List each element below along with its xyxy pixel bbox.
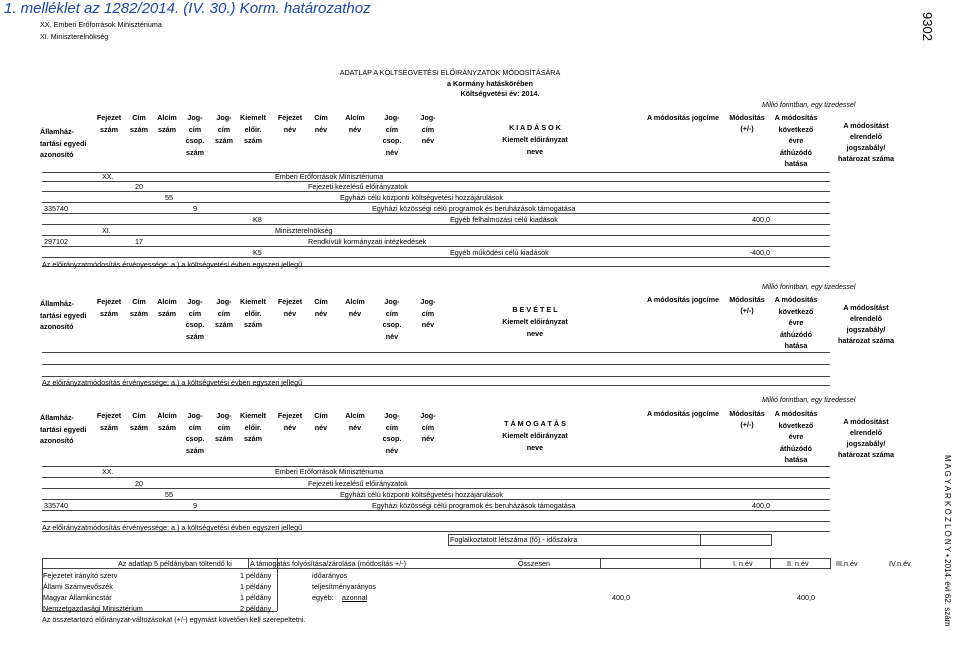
recipient-2-copies: 1 példány [240, 582, 272, 591]
tamogatas-row-2-name: Fejezeti kezelésű előirányzatok [308, 479, 408, 488]
bevetel-hdr-allamhaztartasi-0: Államház- [40, 299, 74, 308]
bevetel-hdr-fejezet-0: Fejezet [96, 297, 122, 306]
kiadas-row-5-value: 400,0 [752, 215, 770, 224]
kiadas-row-4-azon: 335740 [44, 204, 68, 213]
tamogatas-hdr-modositas-0: Módosítás [729, 409, 765, 418]
bevetel-hdr-kovetkezo-2: évre [788, 318, 804, 327]
tamogatas-hdr-elrendelo-1: elrendelő [850, 428, 882, 437]
tamogatas-hdr-kovetkezo-4: hatása [784, 455, 808, 464]
tamogatas-hdr-alcim-0: Alcím [157, 411, 177, 420]
bevetel-hdr-allamhaztartasi-1: tartási egyedi [40, 310, 87, 320]
kiadasok-hdr-jogcim-1: cím [217, 124, 231, 134]
tamogatas-hdr-jogcim-csop-1: cím [188, 422, 202, 432]
kiadasok-hdr-kovetkezo-3: áthúzódó [780, 147, 812, 157]
kiadasok-hdr-jogcim-csop-1: cím [188, 124, 202, 134]
kiadas-row-3-name: Egyházi célú központi költségvetési hozzájárulások [340, 193, 504, 202]
tamogatas-hdr-jogcim-csop-0: Jog- [187, 411, 203, 420]
kiadasok-hdr-jogcim-csop-nev-3: név [385, 147, 399, 157]
tamogatas-row-4-value: 400,0 [752, 501, 770, 510]
kiadas-row-6-code: XI. [102, 226, 111, 235]
bevetel-hdr-kovetkezo-1: következő [778, 306, 814, 316]
kiadas-row-3-code: 55 [165, 193, 173, 202]
kiadasok-hdr-jogcim-csop-0: Jog- [187, 113, 203, 122]
tamogatas-hdr-jogcim-csop-nev-2: csop. [382, 434, 402, 443]
kiadasok-hdr-kiemelt-eloir-1: neve [526, 147, 544, 156]
kiadas-row-4-name: Egyházi közösségi célú programok és beruházások támogatása [372, 204, 576, 213]
kiadasok-hdr-jogcim-csop-nev-2: csop. [382, 136, 402, 145]
tamogatas-row-4-name: Egyházi közösségi célú programok és beruházások támogatása [372, 501, 576, 510]
kiadasok-hdr-kovetkezo-2: évre [788, 136, 804, 145]
bevetel-hdr-jogcim-csop-1: cím [188, 308, 202, 318]
kiadas-row-7-code: 17 [135, 237, 143, 246]
kiadasok-hdr-kovetkezo-0: A módosítás [774, 113, 818, 122]
tamogatas-hdr-cim-0: Cím [132, 411, 146, 420]
tamogatas-hdr-allamhaztartasi-1: tartási egyedi [40, 424, 87, 434]
kiadas-row-8-code: K5 [253, 248, 262, 257]
tamogatas-hdr-alcim-nev-0: Alcím [345, 411, 365, 420]
option-teljesitmenyaranyos: teljesítményarányos [312, 582, 376, 591]
folyositas-label: A támogatás folyósítása/zárolása (módosítás +/-) [250, 559, 407, 568]
tamogatas-hdr-elrendelo-2: jogszabály/ [846, 439, 886, 448]
recipient-3-copies: 1 példány [240, 593, 272, 602]
kiadasok-section-title: K I A D Á S O K [509, 123, 561, 132]
kiadas-row-5-code: K8 [253, 215, 262, 224]
bevetel-hdr-modositas-1: (+/-) [740, 306, 754, 315]
tamogatas-row-1-name: Emberi Erőforrások Minisztériuma [275, 467, 384, 476]
tamogatas-hdr-elrendelo-3: határozat száma [838, 450, 894, 459]
recipient-4: Nemzetgazdasági Minisztérium [43, 604, 143, 613]
tamogatas-row-4-azon: 335740 [44, 501, 68, 510]
kiadasok-hdr-allamhaztartasi-0: Államház- [40, 127, 74, 136]
tamogatas-hdr-allamhaztartasi-2: azonosító [40, 436, 74, 445]
kiadasok-hdr-jogcime: A módosítás jogcíme [646, 113, 720, 122]
option-egyeb: egyéb: [312, 593, 334, 602]
kiadasok-hdr-jogcim-nev-1: cím [421, 124, 435, 134]
bevetel-hdr-jogcim-csop-0: Jog- [187, 297, 203, 306]
tamogatas-hdr-jogcime: A módosítás jogcíme [646, 409, 720, 418]
kiadasok-hdr-kiemelt-2: szám [244, 136, 262, 145]
tamogatas-hdr-allamhaztartasi-0: Államház- [40, 413, 74, 422]
bevetel-hdr-jogcim-csop-3: szám [186, 331, 204, 341]
kiadasok-hdr-kiemelt-1: előir. [244, 124, 262, 134]
i-quarter-value: 400,0 [797, 593, 815, 602]
kiadasok-hdr-elrendelo-2: jogszabály/ [846, 143, 886, 152]
kiadasok-hdr-kovetkezo-4: hatása [784, 159, 808, 168]
tamogatas-hdr-kiemelt-2: szám [244, 434, 262, 443]
kiadasok-hdr-jogcim-nev-0: Jog- [420, 113, 436, 122]
kiadas-row-8-value: -400,0 [749, 248, 770, 257]
bevetel-hdr-alcim-0: Alcím [157, 297, 177, 306]
tamogatas-hdr-kiemelt-0: Kiemelt [240, 411, 266, 420]
bevetel-hdr-jogcim-1: cím [217, 308, 231, 318]
kiadasok-hdr-cim-1: szám [130, 124, 148, 134]
bevetel-hdr-jogcim-nev-1: cím [421, 308, 435, 318]
recipient-2: Állami Számvevőszék [43, 582, 113, 591]
osszesen-label: Összesen [518, 559, 550, 568]
kiadasok-hdr-jogcim-nev-2: név [421, 136, 435, 145]
bevetel-hdr-jogcim-csop-2: csop. [185, 320, 205, 329]
kiadas-row-2-code: 20 [135, 182, 143, 191]
tamogatas-hdr-jogcim-nev-1: cím [421, 422, 435, 432]
bevetel-hdr-kiemelt-1: előir. [244, 308, 262, 318]
tamogatas-hdr-fejezet-1: szám [100, 422, 118, 432]
tamogatas-hdr-fejezet-nev-1: név [283, 422, 297, 432]
form-year: Költségvetési év: 2014. [460, 89, 540, 98]
kiadasok-hdr-jogcim-csop-3: szám [186, 147, 204, 157]
tamogatas-hdr-kiemelt-eloir-0: Kiemelt előirányzat [502, 431, 568, 440]
tamogatas-hdr-alcim-1: szám [158, 422, 176, 432]
adatlap-label: Az adatlap 5 példányban töltendő ki [118, 559, 232, 568]
kiadasok-hdr-fejezet-1: szám [100, 124, 118, 134]
validity-note-2: Az előirányzatmódosítás érvényessége: a.) a költségvetési évben egyszeri jellegű [42, 378, 303, 387]
tamogatas-hdr-kovetkezo-1: következő [778, 420, 814, 430]
tamogatas-row-3-code: 55 [165, 490, 173, 499]
kiadas-row-1-code: XX. [102, 172, 114, 181]
tamogatas-hdr-jogcim-1: cím [217, 422, 231, 432]
kiadas-row-7-name: Rendkívüli kormányzati intézkedések [308, 237, 427, 246]
kiadasok-hdr-jogcim-0: Jog- [216, 113, 232, 122]
recipient-1: Fejezetet irányító szerv [43, 571, 118, 580]
bevetel-hdr-allamhaztartasi-2: azonosító [40, 322, 74, 331]
kiadas-row-6-name: Miniszterelnökség [275, 226, 333, 235]
bevetel-hdr-cim-0: Cím [132, 297, 146, 306]
option-idoaranyos: időarányos [312, 571, 348, 580]
tamogatas-hdr-jogcim-csop-nev-0: Jog- [384, 411, 400, 420]
kiadasok-hdr-alcim-0: Alcím [157, 113, 177, 122]
kiadasok-hdr-allamhaztartasi-1: tartási egyedi [40, 138, 87, 148]
kiadas-row-1-name: Emberi Erőforrások Minisztériuma [275, 172, 384, 181]
tamogatas-hdr-jogcim-csop-2: csop. [185, 434, 205, 443]
kiadasok-hdr-alcim-nev-1: név [348, 124, 362, 134]
page-title: 1. melléklet az 1282/2014. (IV. 30.) Korm. határozathoz [4, 0, 371, 17]
bevetel-hdr-cim-nev-0: Cím [314, 297, 328, 306]
bevetel-hdr-cim-nev-1: név [314, 308, 328, 318]
bevetel-hdr-jogcim-csop-nev-2: csop. [382, 320, 402, 329]
tamogatas-hdr-cim-nev-0: Cím [314, 411, 328, 420]
tamogatas-hdr-modositas-1: (+/-) [740, 420, 754, 429]
tamogatas-hdr-jogcim-nev-2: név [421, 434, 435, 443]
tamogatas-hdr-jogcim-csop-nev-1: cím [385, 422, 399, 432]
unit-label: Millió forintban, egy tizedessel [762, 102, 856, 109]
kiadasok-hdr-modositas-1: (+/-) [740, 124, 754, 133]
bevetel-hdr-cim-1: szám [130, 308, 148, 318]
bevetel-hdr-elrendelo-3: határozat száma [838, 336, 894, 345]
tamogatas-row-3-name: Egyházi célú központi költségvetési hozzájárulások [340, 490, 504, 499]
kiadas-row-5-name: Egyéb felhalmozási célú kiadások [450, 215, 558, 224]
kiadasok-hdr-elrendelo-0: A módosítást [843, 121, 889, 130]
tamogatas-hdr-cim-nev-1: név [314, 422, 328, 432]
tamogatas-hdr-kiemelt-eloir-1: neve [526, 443, 544, 452]
bevetel-hdr-kovetkezo-3: áthúzódó [780, 329, 812, 339]
quarter-3: III.n.év [836, 559, 858, 568]
tamogatas-hdr-kovetkezo-0: A módosítás [774, 409, 818, 418]
tamogatas-hdr-cim-1: szám [130, 422, 148, 432]
validity-note-1: Az előirányzatmódosítás érvényessége: a.) a költségvetési évben egyszeri jellegű [42, 260, 303, 269]
tamogatas-section-title: T Á M O G A T Á S [504, 419, 566, 428]
quarter-4: IV.n.év [889, 559, 911, 568]
bevetel-hdr-kiemelt-0: Kiemelt [240, 297, 266, 306]
footnote: Az összetartozó előirányzat-változásokat (+/-) egymást követően kell szerepeltetni. [42, 615, 306, 624]
tamogatas-hdr-jogcim-csop-3: szám [186, 445, 204, 455]
kiadasok-hdr-fejezet-nev-0: Fejezet [277, 113, 303, 122]
kiadasok-hdr-kiemelt-eloir-0: Kiemelt előirányzat [502, 135, 568, 144]
tamogatas-hdr-jogcim-csop-nev-3: név [385, 445, 399, 455]
recipient-4-copies: 2 példány [240, 604, 272, 613]
bevetel-hdr-modositas-0: Módosítás [729, 295, 765, 304]
kiadasok-hdr-cim-nev-0: Cím [314, 113, 328, 122]
bevetel-hdr-fejezet-1: szám [100, 308, 118, 318]
bevetel-section-title: B E V É T E L [512, 305, 558, 314]
quarter-2: II. n.év [787, 559, 809, 568]
kiadasok-hdr-fejezet-0: Fejezet [96, 113, 122, 122]
kiadasok-hdr-elrendelo-3: határozat száma [838, 154, 894, 163]
kiadasok-hdr-jogcim-2: szám [215, 136, 233, 145]
foglalkoztatott-label: Foglalkoztatott létszáma (fő) - időszakra [450, 535, 578, 544]
form-subtitle: a Kormány hatáskörében [447, 79, 533, 88]
page-number: 9302 [920, 12, 935, 41]
tamogatas-hdr-alcim-nev-1: név [348, 422, 362, 432]
kiadasok-hdr-kovetkezo-1: következő [778, 124, 814, 134]
kiadasok-hdr-jogcim-csop-nev-1: cím [385, 124, 399, 134]
kiadasok-hdr-jogcim-csop-2: csop. [185, 136, 205, 145]
tamogatas-row-2-code: 20 [135, 479, 143, 488]
bevetel-hdr-kovetkezo-0: A módosítás [774, 295, 818, 304]
tamogatas-hdr-kovetkezo-2: évre [788, 432, 804, 441]
validity-note-3: Az előirányzatmódosítás érvényessége: a.) a költségvetési évben egyszeri jellegű [42, 523, 303, 532]
tamogatas-hdr-kovetkezo-3: áthúzódó [780, 443, 812, 453]
kiadasok-hdr-kiemelt-0: Kiemelt [240, 113, 266, 122]
kiadas-row-8-name: Egyéb működési célú kiadások [450, 248, 549, 257]
tamogatas-hdr-kiemelt-1: előir. [244, 422, 262, 432]
bevetel-hdr-jogcim-csop-nev-0: Jog- [384, 297, 400, 306]
kiadasok-hdr-fejezet-nev-1: név [283, 124, 297, 134]
kiadasok-hdr-modositas-0: Módosítás [729, 113, 765, 122]
kiadasok-hdr-cim-0: Cím [132, 113, 146, 122]
osszesen-value: 400,0 [612, 593, 630, 602]
bevetel-hdr-jogcime: A módosítás jogcíme [646, 295, 720, 304]
bevetel-hdr-jogcim-0: Jog- [216, 297, 232, 306]
bevetel-hdr-jogcim-nev-0: Jog- [420, 297, 436, 306]
kiadasok-hdr-jogcim-csop-nev-0: Jog- [384, 113, 400, 122]
bevetel-hdr-jogcim-nev-2: név [421, 320, 435, 329]
tamogatas-row-1-code: XX. [102, 467, 114, 476]
tamogatas-hdr-jogcim-2: szám [215, 434, 233, 443]
unit-label-2: Millió forintban, egy tizedessel [762, 284, 856, 291]
tamogatas-hdr-jogcim-0: Jog- [216, 411, 232, 420]
kiadasok-hdr-allamhaztartasi-2: azonosító [40, 150, 74, 159]
bevetel-hdr-elrendelo-0: A módosítást [843, 303, 889, 312]
kiadasok-hdr-alcim-nev-0: Alcím [345, 113, 365, 122]
kiadasok-hdr-alcim-1: szám [158, 124, 176, 134]
bevetel-hdr-jogcim-2: szám [215, 320, 233, 329]
bevetel-hdr-kovetkezo-4: hatása [784, 341, 808, 350]
recipient-1-copies: 1 példány [240, 571, 272, 580]
tamogatas-hdr-fejezet-nev-0: Fejezet [277, 411, 303, 420]
bevetel-hdr-kiemelt-eloir-1: neve [526, 329, 544, 338]
bevetel-hdr-kiemelt-2: szám [244, 320, 262, 329]
kiadas-row-4-code: 9 [193, 204, 197, 213]
kiadas-row-7-azon: 297102 [44, 237, 68, 246]
tamogatas-hdr-jogcim-nev-0: Jog- [420, 411, 436, 420]
tamogatas-hdr-fejezet-0: Fejezet [96, 411, 122, 420]
tamogatas-row-4-code: 9 [193, 501, 197, 510]
bevetel-hdr-fejezet-nev-1: név [283, 308, 297, 318]
unit-label-3: Millió forintban, egy tizedessel [762, 397, 856, 404]
bevetel-hdr-elrendelo-2: jogszabály/ [846, 325, 886, 334]
bevetel-hdr-fejezet-nev-0: Fejezet [277, 297, 303, 306]
kiadasok-hdr-elrendelo-1: elrendelő [850, 132, 882, 141]
bevetel-hdr-elrendelo-1: elrendelő [850, 314, 882, 323]
kiadasok-hdr-cim-nev-1: név [314, 124, 328, 134]
bevetel-hdr-alcim-nev-1: név [348, 308, 362, 318]
header-line-1: XX. Emberi Erőforrások Minisztériuma [40, 20, 162, 29]
bevetel-hdr-jogcim-csop-nev-3: név [385, 331, 399, 341]
tamogatas-hdr-elrendelo-0: A módosítást [843, 417, 889, 426]
kiadas-row-2-name: Fejezeti kezelésű előirányzatok [308, 182, 408, 191]
side-running-text: M A G Y A R K Ö Z L Ö N Y • 2014. évi 62. szám [943, 455, 952, 627]
bevetel-hdr-alcim-nev-0: Alcím [345, 297, 365, 306]
header-line-2: XI. Miniszterelnökség [40, 32, 109, 41]
form-title: ADATLAP A KÖLTSÉGVETÉSI ELŐIRÁNYZATOK MÓDOSÍTÁSÁRA [339, 68, 561, 77]
quarter-1: I. n.év [733, 559, 753, 568]
recipient-3: Magyar Államkincstár [43, 593, 112, 602]
bevetel-hdr-alcim-1: szám [158, 308, 176, 318]
bevetel-hdr-jogcim-csop-nev-1: cím [385, 308, 399, 318]
option-azonnal: azonnal [342, 593, 368, 602]
bevetel-hdr-kiemelt-eloir-0: Kiemelt előirányzat [502, 317, 568, 326]
